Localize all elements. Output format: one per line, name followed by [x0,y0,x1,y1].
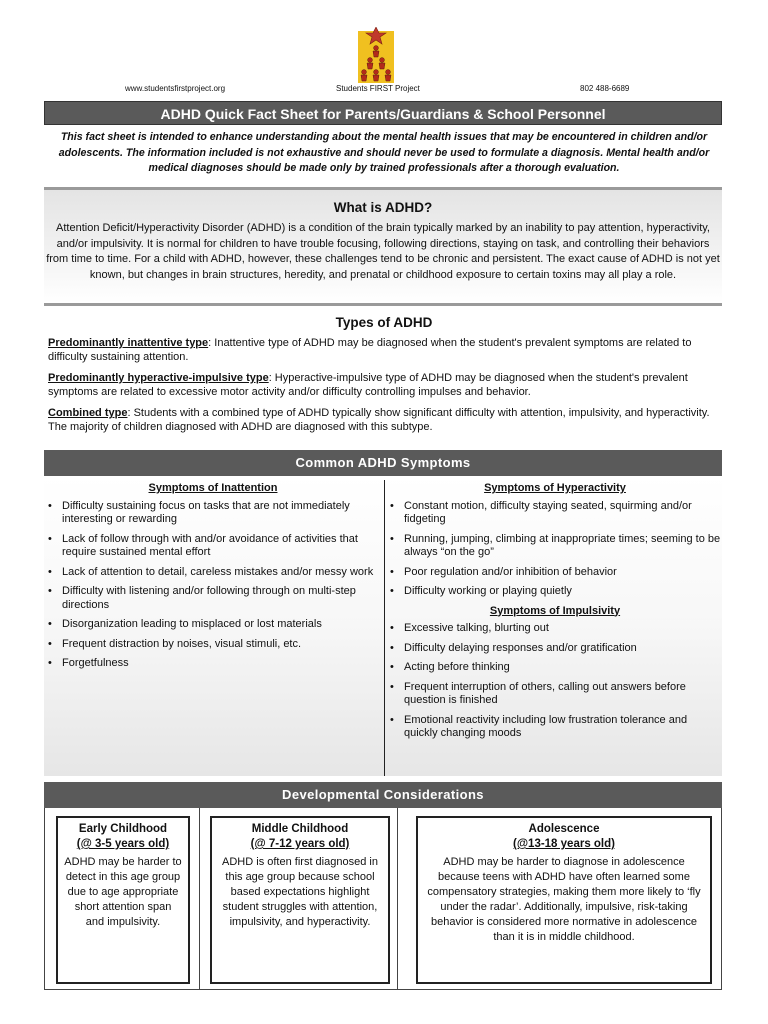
impulsivity-list [388,622,722,741]
type-term: Predominantly inattentive type [48,337,209,349]
inattention-column [46,482,380,677]
early-childhood-age: (@ 3-5 years old) [76,838,170,850]
list-item: • Difficulty sustaining focus on tasks that are not immediately interesting or rewarding [46,500,380,527]
type-description: : Inattentive type of ADHD may be diagnosed when the student's prevalent symptoms are related to difficulty sustaining attention. [48,337,692,363]
adolescence-text: ADHD may be harder to diagnose in adolescence because teens with ADHD have often learned some compensatory strategies, making them more likely to ‘fly under the radar’. Additionally, impulsive, risk-taking behavior is considered more normative in adolescence than it is in middle childhood. [427,856,701,943]
list-item: • Emotional reactivity including low frustration tolerance and quickly changing moods [388,714,722,741]
inattention-list [46,500,380,671]
column-divider [199,808,200,990]
hyperactivity-impulsivity-column [388,482,722,747]
column-divider [397,808,398,990]
students-first-logo [358,27,394,83]
list-item: • Excessive talking, blurting out [388,622,722,636]
what-is-adhd-heading: What is ADHD? [333,200,433,215]
middle-childhood-box [210,816,390,984]
what-is-adhd-section [44,187,722,306]
list-item: • Acting before thinking [388,661,722,675]
list-item: • Poor regulation and/or inhibition of behavior [388,566,722,580]
types-section [48,315,720,441]
website-text: www.studentsfirstproject.org [125,84,226,93]
middle-childhood-age: (@ 7-12 years old) [250,838,350,850]
type-item [48,406,720,434]
column-divider [384,480,385,776]
disclaimer-text: This fact sheet is intended to enhance understanding about the mental health issues that may be encountered in children and/or adolescents. The information included is not exhaustive and should never be used to formulate a diagnosis. Mental health and/or medical diagnoses should be made only by trained professionals after a thorough evaluation. [58,131,710,174]
types-heading: Types of ADHD [335,315,433,330]
developmental-heading: Developmental Considerations [44,782,722,808]
adolescence-box [416,816,712,984]
list-item: • Constant motion, difficulty staying seated, squirming and/or fidgeting [388,500,722,527]
early-childhood-text: ADHD may be harder to detect in this age group due to age appropriate short attention span and impulsivity. [64,856,182,928]
type-term: Predominantly hyperactive-impulsive type [48,372,269,384]
type-description: : Hyperactive-impulsive type of ADHD may be diagnosed when the student's prevalent symptoms are related to excessive motor activity and/or difficulty controlling impulses and behavior. [48,372,688,398]
early-childhood-title: Early Childhood [78,823,168,835]
type-description: : Students with a combined type of ADHD typically show significant difficulty with attention, impulsivity, and hyperactivity. The majority of children diagnosed with ADHD are diagnosed with this subtype. [48,407,710,433]
middle-childhood-text: ADHD is often first diagnosed in this age group because school based expectations highlight student struggles with attention, impulsivity, and hyperactivity. [222,856,378,928]
list-item: • Running, jumping, climbing at inappropriate times; seeming to be always “on the go” [388,533,722,560]
what-is-adhd-body: Attention Deficit/Hyperactivity Disorder (ADHD) is a condition of the brain typically marked by an inability to pay attention, hyperactivity, and/or impulsivity. It is normal for children to have trouble focusing, following directions, staying on task, and controlling their behaviors from time to time. For a child with ADHD, however, these challenges tend to be chronic and persistent. The exact cause of ADHD is not yet known, but changes in brain structures, heredity, and prenatal or childhood exposure to certain toxins may all play a role. [46,222,720,281]
page-title: ADHD Quick Fact Sheet for Parents/Guardians & School Personnel [44,101,722,125]
list-item: • Difficulty delaying responses and/or gratification [388,642,722,656]
adolescence-title: Adolescence [528,823,600,835]
letterhead [0,84,768,96]
list-item: • Lack of follow through with and/or avoidance of activities that require sustained mental effort [46,533,380,560]
list-item: • Frequent interruption of others, calling out answers before question is finished [388,681,722,708]
list-item: • Difficulty with listening and/or following through on multi-step directions [46,585,380,612]
type-item [48,371,720,399]
list-item: • Disorganization leading to misplaced or lost materials [46,618,380,632]
list-item: • Frequent distraction by noises, visual stimuli, etc. [46,638,380,652]
adolescence-age: (@13-18 years old) [513,838,615,850]
inattention-heading: Symptoms of Inattention [148,482,278,494]
type-item [48,336,720,364]
hyperactivity-heading: Symptoms of Hyperactivity [484,482,626,494]
list-item: • Lack of attention to detail, careless mistakes and/or messy work [46,566,380,580]
project-name: Students FIRST Project [336,84,420,93]
early-childhood-box [56,816,190,984]
list-item: • Difficulty working or playing quietly [388,585,722,599]
type-term: Combined type [48,407,128,419]
phone-number: 802 488-6689 [580,84,630,93]
list-item: • Forgetfulness [46,657,380,671]
middle-childhood-title: Middle Childhood [251,823,349,835]
hyperactivity-list [388,500,722,599]
impulsivity-heading: Symptoms of Impulsivity [489,604,621,617]
symptoms-heading: Common ADHD Symptoms [44,450,722,476]
